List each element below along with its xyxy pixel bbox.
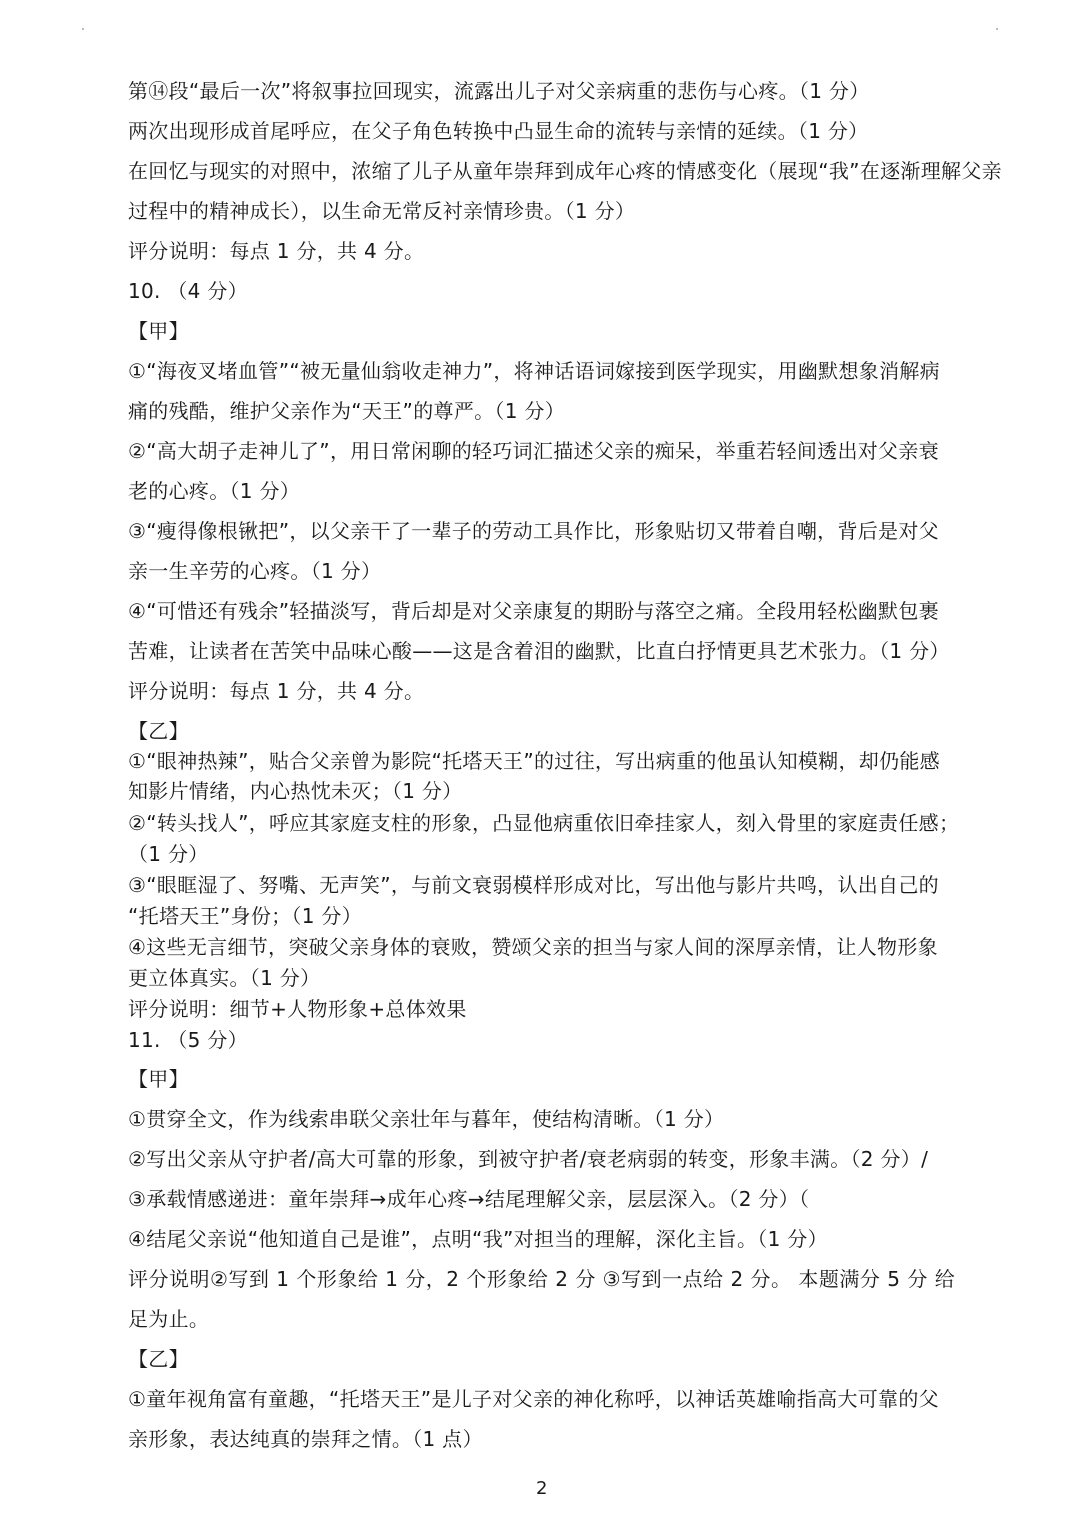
- section-label: 【乙】: [128, 719, 189, 743]
- scoring-note: 评分说明②写到 1 个形象给 1 分，2 个形象给 2 分 ③写到一点给 2 分。 本题满分 5 分 给: [128, 1267, 956, 1291]
- text-line: 两次出现形成首尾呼应，在父子角色转换中凸显生命的流转与亲情的延续。（1 分）: [128, 119, 869, 143]
- text-line: ③承载情感递进：童年崇拜→成年心疼→结尾理解父亲，层层深入。（2 分）（: [128, 1187, 810, 1211]
- text-line: ②“高大胡子走神儿了”，用日常闲聊的轻巧词汇描述父亲的痴呆，举重若轻间透出对父亲衰: [128, 439, 939, 463]
- text-line: 老的心疼。（1 分）: [128, 479, 301, 503]
- text-line: 过程中的精神成长），以生命无常反衬亲情珍贵。（1 分）: [128, 199, 636, 223]
- text-line: 在回忆与现实的对照中，浓缩了儿子从童年崇拜到成年心疼的情感变化（展现“我”在逐渐理解父亲: [128, 159, 1002, 183]
- page-crop-edge: [1066, 156, 1080, 190]
- text-line: 第⑭段“最后一次”将叙事拉回现实，流露出儿子对父亲病重的悲伤与心疼。（1 分）: [128, 79, 870, 103]
- scoring-note: 评分说明：每点 1 分，共 4 分。: [128, 239, 425, 263]
- scoring-note: 足为止。: [128, 1307, 210, 1331]
- text-line: 更立体真实。（1 分）: [128, 966, 321, 990]
- text-line: ①贯穿全文，作为线索串联父亲壮年与暮年，使结构清晰。（1 分）: [128, 1107, 725, 1131]
- scan-dot-left: [82, 28, 84, 30]
- text-line: 知影片情绪，内心热忱未灭；（1 分）: [128, 779, 463, 803]
- text-line: ②“转头找人”，呼应其家庭支柱的形象，凸显他病重依旧牵挂家人，刻入骨里的家庭责任感；: [128, 811, 960, 835]
- text-line: ①童年视角富有童趣，“托塔天王”是儿子对父亲的神化称呼，以神话英雄喻指高大可靠的父: [128, 1387, 939, 1411]
- text-line: ①“海夜叉堵血管”“被无量仙翁收走神力”，将神话语词嫁接到医学现实，用幽默想象消解病: [128, 359, 940, 383]
- text-line: “托塔天王”身份；（1 分）: [128, 904, 363, 928]
- scoring-note: 评分说明：每点 1 分，共 4 分。: [128, 679, 425, 703]
- text-line: ④“可惜还有残余”轻描淡写，背后却是对父亲康复的期盼与落空之痛。全段用轻松幽默包裹: [128, 599, 939, 623]
- text-line: ③“眼眶湿了、努嘴、无声笑”，与前文衰弱模样形成对比，写出他与影片共鸣，认出自己的: [128, 873, 939, 897]
- text-line: ②写出父亲从守护者/高大可靠的形象，到被守护者/衰老病弱的转变，形象丰满。（2 分）/: [128, 1147, 929, 1171]
- section-label: 【甲】: [128, 1067, 189, 1091]
- section-label: 【乙】: [128, 1347, 189, 1371]
- page-number: 2: [536, 1478, 548, 1499]
- scoring-note: 评分说明：细节+人物形象+总体效果: [128, 997, 467, 1021]
- question-heading: 11. （5 分）: [128, 1028, 248, 1052]
- text-line: 亲一生辛劳的心疼。（1 分）: [128, 559, 382, 583]
- section-label: 【甲】: [128, 319, 189, 343]
- text-line: 亲形象，表达纯真的崇拜之情。（1 点）: [128, 1427, 483, 1451]
- text-line: ④这些无言细节，突破父亲身体的衰败，赞颂父亲的担当与家人间的深厚亲情，让人物形象: [128, 935, 938, 959]
- text-line: ③“瘦得像根锹把”，以父亲干了一辈子的劳动工具作比，形象贴切又带着自嘲，背后是对父: [128, 519, 939, 543]
- text-line: （1 分）: [128, 842, 209, 866]
- question-heading: 10. （4 分）: [128, 279, 248, 303]
- text-line: 痛的残酷，维护父亲作为“天王”的尊严。（1 分）: [128, 399, 566, 423]
- text-line: ①“眼神热辣”，贴合父亲曾为影院“托塔天王”的过往，写出病重的他虽认知模糊，却仍能感: [128, 749, 940, 773]
- text-line: 苦难，让读者在苦笑中品味心酸——这是含着泪的幽默，比直白抒情更具艺术张力。（1 分）: [128, 639, 950, 663]
- text-line: ④结尾父亲说“他知道自己是谁”，点明“我”对担当的理解，深化主旨。（1 分）: [128, 1227, 828, 1251]
- scan-dot-right: [996, 28, 998, 30]
